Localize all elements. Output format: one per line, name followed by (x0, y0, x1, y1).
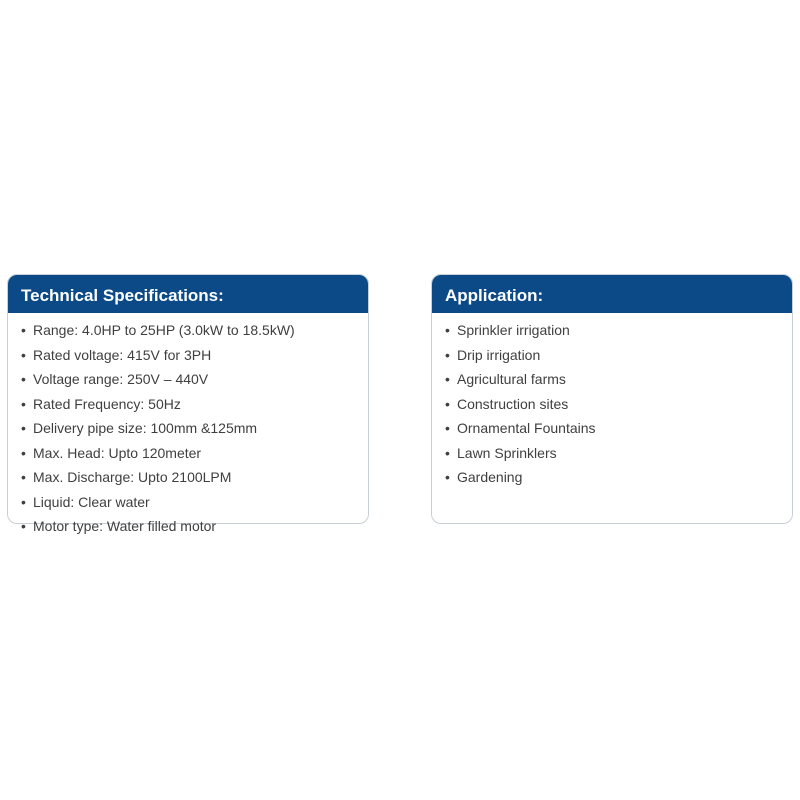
spec-item-text: Voltage range: 250V – 440V (33, 371, 209, 387)
spec-item-text: Range: 4.0HP to 25HP (3.0kW to 18.5kW) (33, 322, 295, 338)
bullet-icon: • (21, 371, 26, 387)
technical-specifications-heading: Technical Specifications: (8, 275, 368, 313)
application-item (445, 367, 792, 392)
spec-item (21, 343, 368, 368)
bullet-icon: • (445, 420, 450, 436)
bullet-icon: • (445, 322, 450, 338)
application-item (445, 465, 792, 490)
spec-item-text: Max. Head: Upto 120meter (33, 444, 202, 461)
bullet-icon: • (445, 346, 450, 363)
application-item-text: Construction sites (457, 395, 569, 412)
application-item-text: Lawn Sprinklers (457, 444, 557, 461)
spec-item-text: Delivery pipe size: 100mm &125mm (33, 420, 258, 436)
bullet-icon: • (445, 444, 450, 461)
spec-item-text: Max. Discharge: Upto 2100LPM (33, 469, 232, 485)
technical-specifications-card (7, 274, 369, 534)
application-item-text: Drip irrigation (457, 346, 541, 363)
bullet-icon: • (21, 322, 26, 338)
bullet-icon: • (445, 395, 450, 412)
application-item-text: Ornamental Fountains (457, 420, 596, 436)
spec-item (21, 441, 368, 466)
spec-item (21, 392, 368, 417)
bullet-icon: • (445, 469, 450, 485)
spec-item (21, 514, 368, 539)
spec-item-text: Liquid: Clear water (33, 493, 150, 510)
spec-item-text: Motor type: Water filled motor (33, 518, 217, 534)
bullet-icon: • (21, 346, 26, 363)
spec-item (21, 416, 368, 441)
spec-item (21, 490, 368, 515)
spec-item (21, 465, 368, 490)
spec-item (21, 318, 368, 343)
application-item-text: Agricultural farms (457, 371, 566, 387)
bullet-icon: • (445, 371, 450, 387)
spec-item (21, 367, 368, 392)
application-item (445, 343, 792, 368)
bullet-icon: • (21, 493, 26, 510)
bullet-icon: • (21, 420, 26, 436)
bullet-icon: • (21, 469, 26, 485)
application-item (445, 392, 792, 417)
application-item-text: Sprinkler irrigation (457, 322, 570, 338)
spec-item-text: Rated voltage: 415V for 3PH (33, 346, 212, 363)
application-item-text: Gardening (457, 469, 523, 485)
application-item (445, 318, 792, 343)
application-card (431, 274, 793, 524)
application-item (445, 416, 792, 441)
bullet-icon: • (21, 518, 26, 534)
application-list (432, 313, 792, 490)
bullet-icon: • (21, 395, 26, 412)
application-item (445, 441, 792, 466)
application-heading: Application: (432, 275, 792, 313)
spec-item-text: Rated Frequency: 50Hz (33, 395, 181, 412)
bullet-icon: • (21, 444, 26, 461)
technical-specifications-list (8, 313, 368, 539)
